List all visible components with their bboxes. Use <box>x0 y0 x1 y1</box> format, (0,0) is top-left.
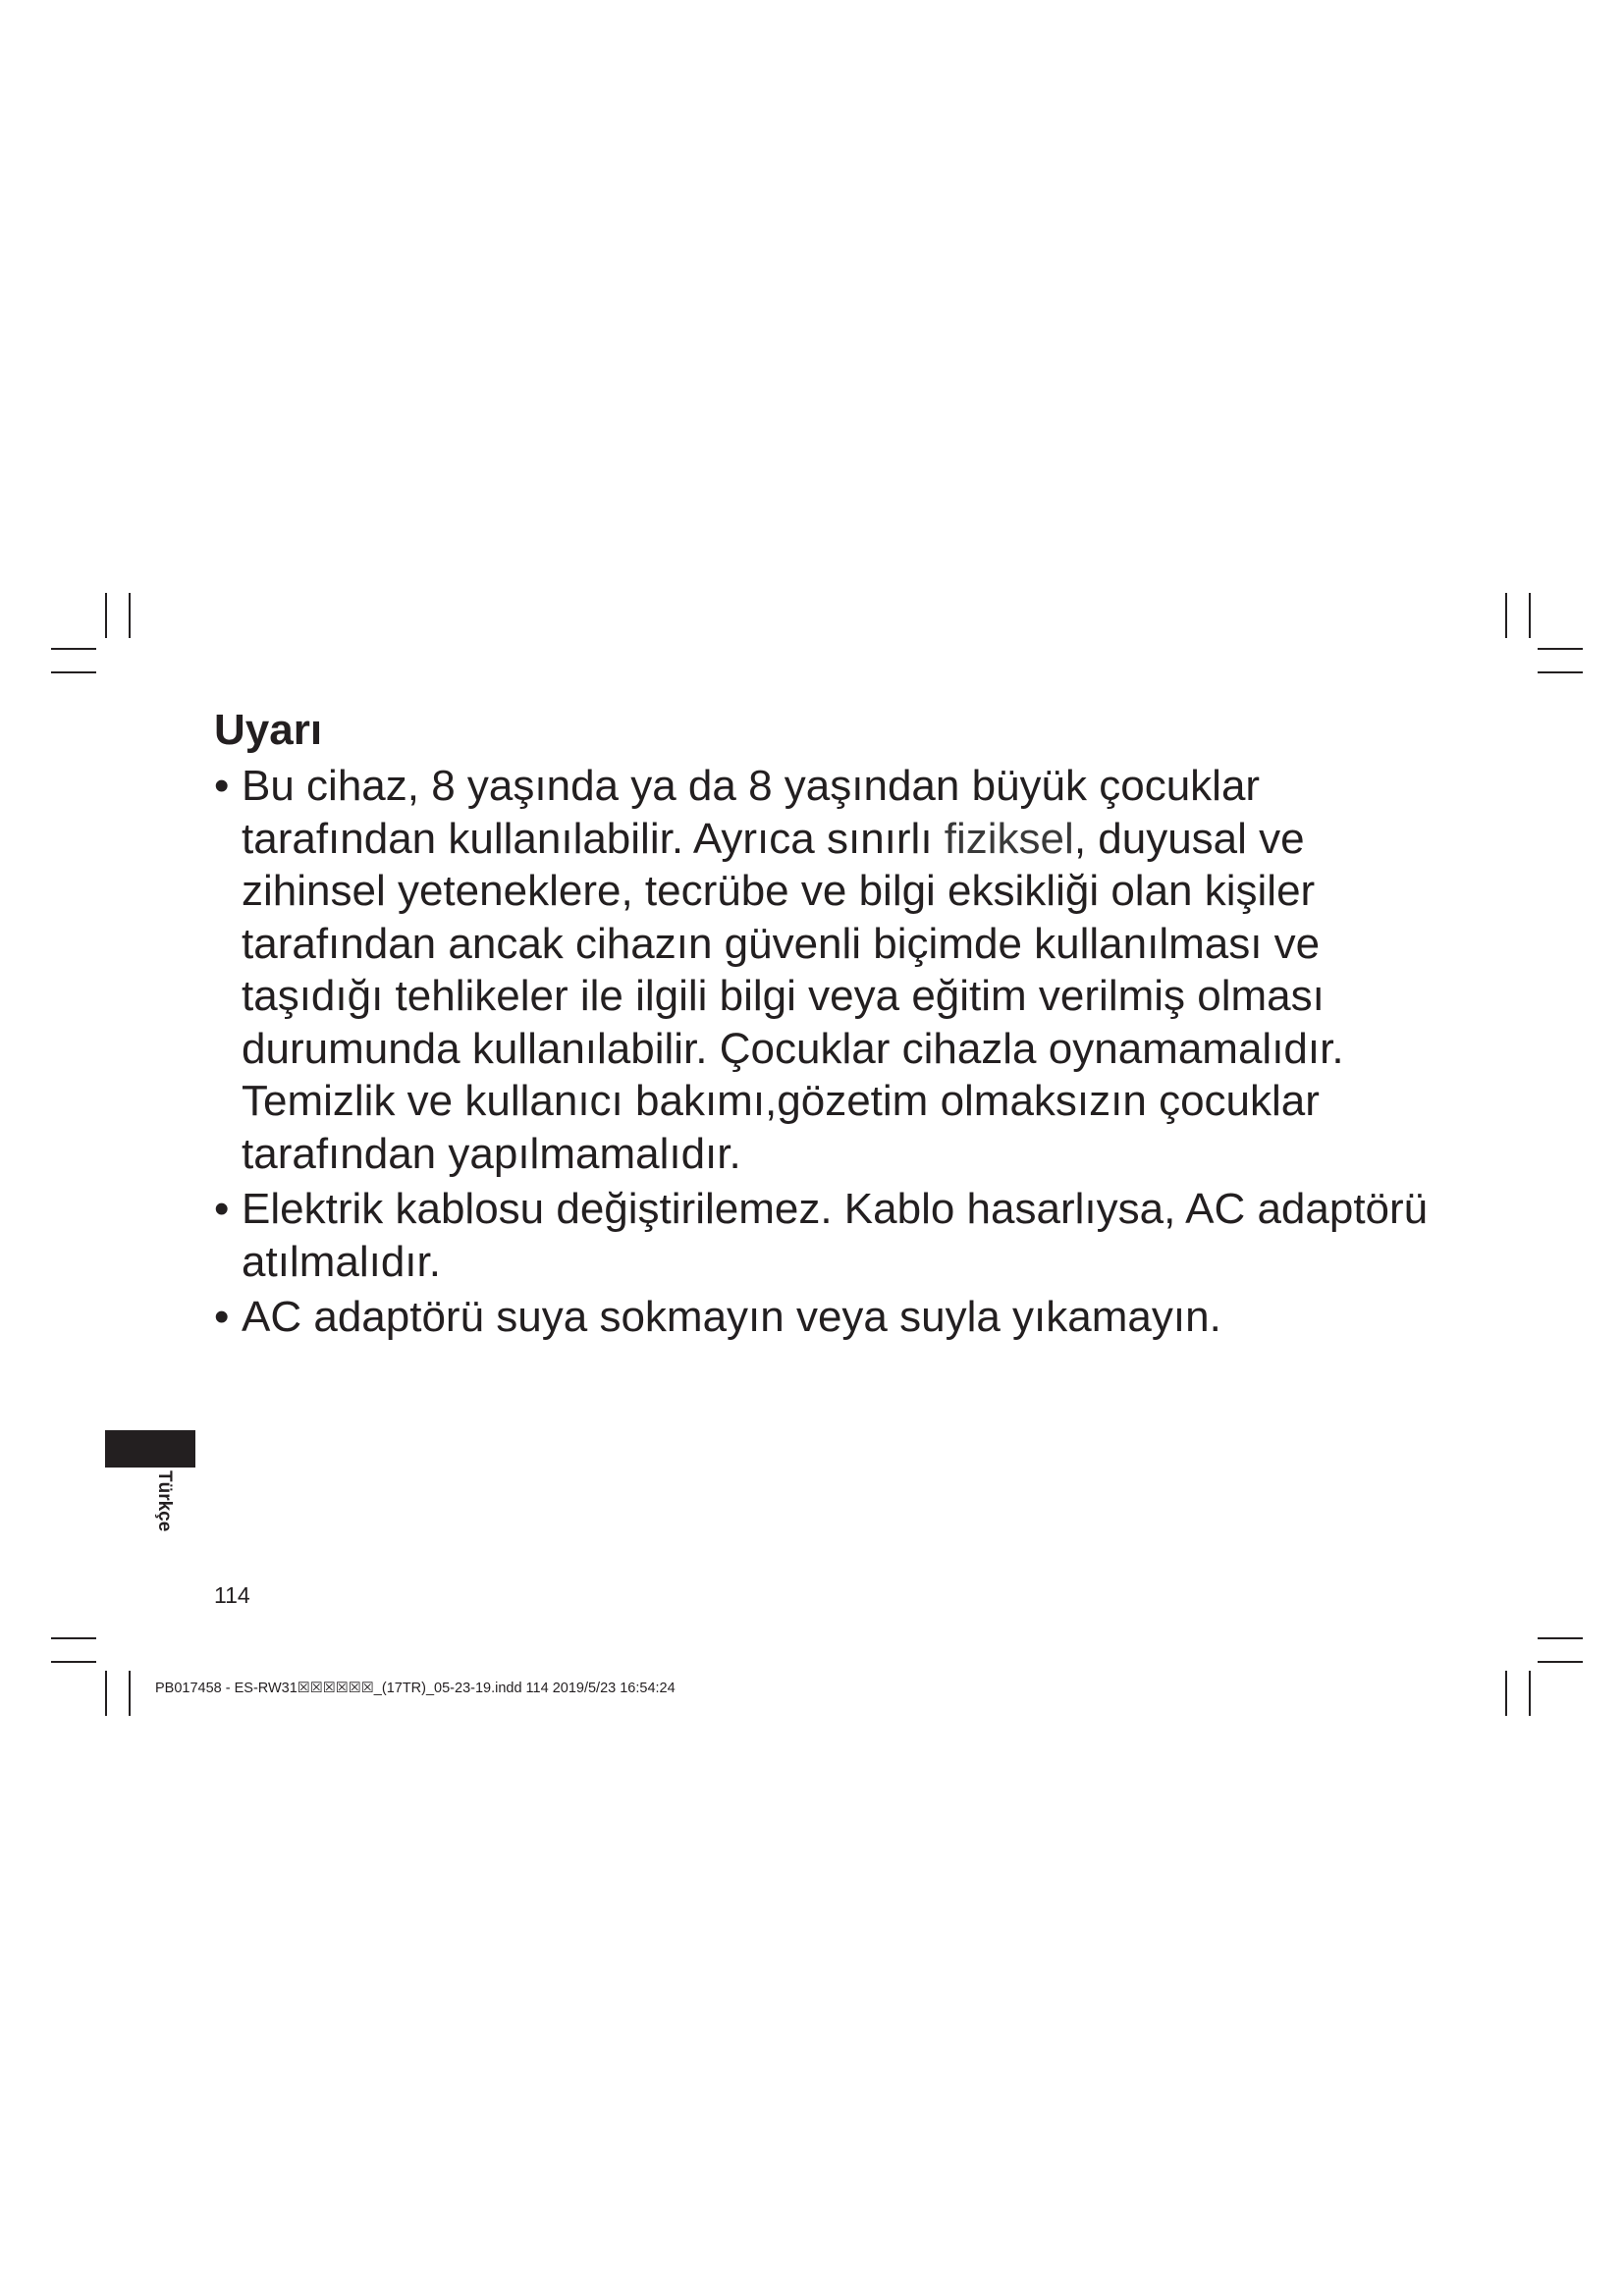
warning-section <box>214 705 1441 1347</box>
list-item-text: Elektrik kablosu değiştirilemez. Kablo hasarlıysa, AC adaptörü atılmalıdır. <box>242 1185 1429 1286</box>
highlighted-word: fiziksel <box>944 814 1074 863</box>
bullet-icon: • <box>214 1293 230 1341</box>
crop-mark <box>105 593 107 638</box>
crop-mark <box>129 593 131 638</box>
list-item-text: , duyusal ve zihinsel yeteneklere, tecrübe ve bilgi eksikliği olan kişiler tarafından ancak cihazın güvenli biçimde kullanılması ve taşıdığı tehlikeler ile ilgili bilgi veya eğitim verilmiş olması durumunda kullanılabilir. Çocuklar cihazla oynamamalıdır. Temizlik ve kullanıcı bakımı,gözetim olmaksızın çocuklar tarafından yapılmamalıdır. <box>242 814 1344 1178</box>
page-number: 114 <box>214 1582 250 1608</box>
print-slug: PB017458 - ES-RW31☒☒☒☒☒☒_(17TR)_05-23-19.indd 114 2019/5/23 16:54:24 <box>155 1681 676 1696</box>
crop-mark <box>1538 648 1583 650</box>
crop-mark <box>51 1661 96 1663</box>
crop-mark <box>1529 1671 1531 1716</box>
crop-mark <box>1529 593 1531 638</box>
crop-mark <box>105 1671 107 1716</box>
list-item <box>214 760 1441 1180</box>
crop-mark <box>1538 671 1583 673</box>
list-item-text: Bu cihaz, 8 yaşında ya da 8 yaşından büyük çocuklar tarafından kullanılabilir. Ayrıca sınırlı <box>242 762 1261 863</box>
crop-mark <box>129 1671 131 1716</box>
list-item <box>214 1291 1441 1344</box>
list-item <box>214 1183 1441 1288</box>
warning-list <box>214 760 1441 1344</box>
crop-mark <box>51 1637 96 1639</box>
crop-mark <box>1505 1671 1507 1716</box>
language-tab-label: Türkçe <box>154 1470 175 1532</box>
crop-mark <box>1538 1661 1583 1663</box>
language-tab-marker <box>105 1430 195 1468</box>
crop-mark <box>1505 593 1507 638</box>
crop-mark <box>51 648 96 650</box>
bullet-icon: • <box>214 1185 230 1233</box>
crop-mark <box>1538 1637 1583 1639</box>
bullet-icon: • <box>214 762 230 810</box>
crop-mark <box>51 671 96 673</box>
section-heading: Uyarı <box>214 706 323 754</box>
list-item-text: AC adaptörü suya sokmayın veya suyla yıkamayın. <box>242 1293 1221 1341</box>
